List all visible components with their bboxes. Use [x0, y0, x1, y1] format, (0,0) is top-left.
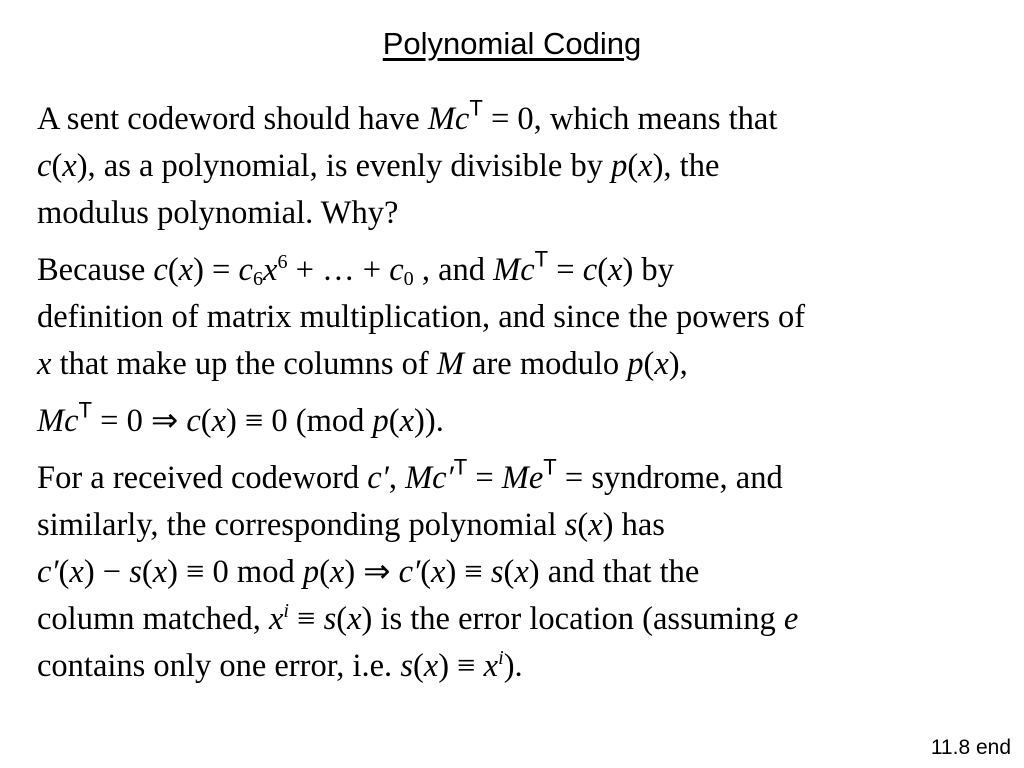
math-var: x [178, 252, 194, 288]
math-var: p [372, 403, 389, 439]
text: ) − [83, 554, 130, 590]
math-var: s [490, 554, 504, 590]
math-var: c [186, 403, 201, 439]
math-var: c [582, 252, 598, 288]
text: similarly, the corresponding polynomial [37, 507, 565, 543]
text-line [37, 398, 1012, 445]
text: that make up the columns of [51, 346, 437, 382]
text: ( [503, 554, 515, 590]
math-var: p [611, 148, 628, 184]
math-var: x [211, 403, 227, 439]
math-var: s [400, 648, 413, 684]
text: ), as a polynomial, is evenly divisible by [76, 148, 612, 184]
text: A sent codeword should have [37, 101, 428, 137]
math-var: x [347, 601, 362, 637]
transpose-sup: T [469, 95, 483, 121]
text: = 0 ⇒ [92, 403, 187, 439]
text: ( [420, 554, 432, 590]
text: For a received codeword [37, 460, 368, 496]
text: ), the [652, 148, 720, 184]
text: = 0, which means that [482, 101, 778, 137]
transpose-sup: T [534, 246, 549, 272]
slide-number: 11.8 end [930, 736, 1011, 759]
math-var: Mc [493, 252, 535, 288]
math-var: Me [501, 460, 544, 496]
subscript: 0 [403, 268, 414, 291]
text: ) ⇒ [344, 554, 399, 590]
superscript: i [283, 599, 289, 622]
math-var: x [152, 554, 168, 590]
text-line [37, 502, 1012, 549]
math-var: c [238, 252, 253, 288]
text-line [37, 96, 1012, 143]
transpose-sup: T [453, 454, 468, 480]
text: ≡ [289, 601, 324, 637]
text-line [37, 549, 1012, 596]
math-var: p [302, 554, 320, 590]
paragraph-implication [37, 398, 1012, 445]
math-var: x [423, 648, 439, 684]
text-line [37, 455, 1012, 502]
math-var: x [588, 507, 603, 543]
text: = [548, 252, 583, 288]
text: ( [597, 252, 609, 288]
text-line [37, 341, 1012, 388]
text: contains only one error, i.e. [37, 648, 401, 684]
text: ( [577, 507, 589, 543]
text: ( [627, 148, 639, 184]
text-line [37, 596, 1012, 643]
text: ) by [622, 252, 674, 288]
text: = syndrome, and [556, 460, 783, 496]
text: ) has [602, 507, 665, 543]
transpose-sup: T [78, 397, 92, 423]
text: + … + [287, 252, 390, 288]
math-var: c′ [37, 554, 59, 590]
math-var: x [654, 346, 669, 382]
text: ) ≡ 0 (mod [226, 403, 373, 439]
text-line [37, 643, 1012, 690]
text: ) and that the [528, 554, 700, 590]
math-var: x [399, 403, 415, 439]
text: , [388, 460, 406, 496]
text: ) ≡ 0 mod [167, 554, 303, 590]
text-line [37, 143, 1012, 190]
text: ( [412, 648, 424, 684]
text: ) = [193, 252, 239, 288]
math-var: Mc [427, 101, 470, 137]
math-var: x [483, 648, 499, 684]
text: are modulo [463, 346, 628, 382]
text-line [37, 247, 1012, 294]
math-var: c [389, 252, 404, 288]
text: ( [388, 403, 400, 439]
transpose-sup: T [543, 454, 557, 480]
math-var: x [638, 148, 653, 184]
math-var: x [514, 554, 529, 590]
text-line: definition of matrix multiplication, and since the powers of [37, 299, 806, 335]
text: ( [58, 554, 70, 590]
paragraph-received [37, 455, 1012, 690]
text: ), [668, 346, 688, 382]
text: = [467, 460, 502, 496]
text: Because [37, 252, 154, 288]
text: ( [200, 403, 212, 439]
math-var: x [431, 554, 446, 590]
text: ( [643, 346, 655, 382]
math-var: c′ [367, 460, 389, 496]
math-var: x [268, 601, 284, 637]
text: ( [319, 554, 330, 590]
math-var: s [129, 554, 142, 590]
math-var: e [783, 601, 799, 637]
paragraph-because [37, 247, 1012, 388]
math-var: s [564, 507, 578, 543]
text: ) is the error location (assuming [361, 601, 784, 637]
superscript: i [498, 646, 504, 669]
math-var: c [153, 252, 168, 288]
text: ) ≡ [445, 554, 491, 590]
math-var: s [323, 601, 337, 637]
math-var: p [627, 346, 644, 382]
text: ( [141, 554, 153, 590]
text-line: modulus polynomial. Why? [37, 195, 399, 231]
math-var: Mc [37, 403, 79, 439]
math-var: x [37, 346, 52, 382]
paragraph-codeword [37, 96, 1012, 237]
math-var: x [263, 252, 278, 288]
math-var: c′ [398, 554, 421, 590]
math-var: x [329, 554, 345, 590]
math-var: x [69, 554, 84, 590]
subscript: 6 [252, 268, 264, 291]
text: ( [51, 148, 63, 184]
math-var: Mc′ [405, 460, 454, 496]
text: ( [336, 601, 348, 637]
text: ( [167, 252, 179, 288]
text: , and [413, 252, 494, 288]
text: ) ≡ [438, 648, 484, 684]
math-var: x [608, 252, 623, 288]
math-var: x [62, 148, 77, 184]
math-var: c [37, 148, 52, 184]
text: ). [503, 648, 523, 684]
slide-body [37, 96, 1012, 700]
text: )). [414, 403, 444, 439]
superscript: 6 [277, 250, 288, 273]
text: column matched, [37, 601, 269, 637]
math-var: M [436, 346, 464, 382]
slide-title: Polynomial Coding [382, 26, 642, 61]
